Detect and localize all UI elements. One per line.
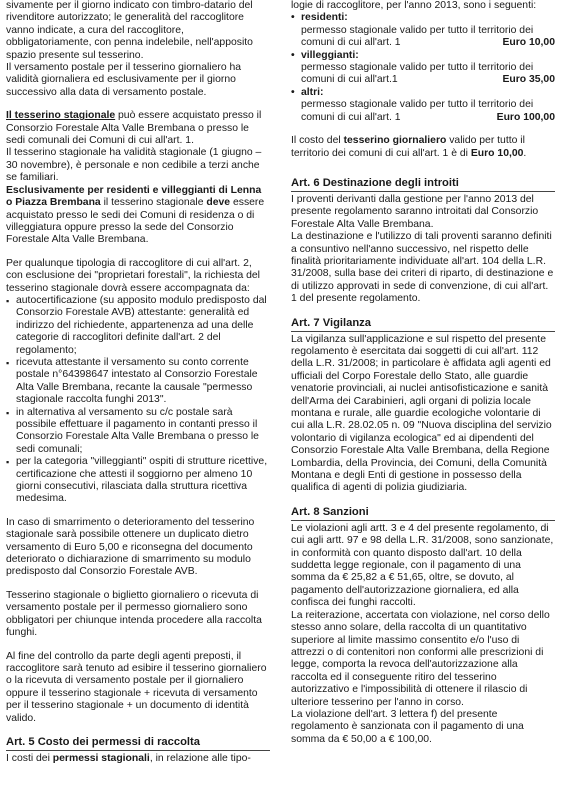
left-column xyxy=(6,0,270,765)
paragraph: La vigilanza sull'applicazione e sul rispetto del presente regolamento è esercitata dai soggetti di cui all'art. 112 della L.R. 31/2008; in particolare è affidata agli agenti ed ufficiali del Corpo Forestale dello Stato, alle guardie venatorie provinciali, ai nuclei antisofisticazione e sanità dell'Arma dei Carabinieri, agli organi di polizia locale montana e rurale, alle guardie ecologiche volontarie di cui alla L.R. 28.02.05 n. 09 "Nuova disciplina del servizio volontario di vigilanza ecologica" ed ai dipendenti del Consorzio Forestale Alta Valle Brembana, della Regione Lombardia, della Provincia, dei Comuni, della Comunità Montana e degli Enti di gestione in possesso della qualifica di agenti di polizia giudiziaria. xyxy=(291,333,552,494)
paragraph: logie di raccoglitore, per l'anno 2013, sono i seguenti: xyxy=(291,0,537,11)
list-item: ▪ per la categoria "villeggianti" ospiti di strutture ricettive, certificazione che attesti il soggiorno per almeno 10 giorni consecutivi, rilasciata dalla struttura ricettiva medesima. xyxy=(6,456,270,506)
section-heading: Art. 8 Sanzioni xyxy=(291,505,369,518)
fee-amount: Euro 35,00 xyxy=(502,74,555,86)
fee-item xyxy=(291,12,555,49)
paragraph: sivamente per il giorno indicato con timbro-datario del rivenditore autorizzato; le generalità del raccoglitore vanno indicate, a cura del raccoglitore, obbligatoriamente, con penna indelebile, nell'apposito spazio presente sul tesserino. xyxy=(6,0,253,61)
paragraph: Il tesserino stagionale può essere acquistato presso il Consorzio Forestale Alta Valle Brembana o presso le sedi comunali dei Comuni di cui all'art. 1. xyxy=(6,110,262,147)
heading-rule xyxy=(6,750,270,751)
paragraph: Per qualunque tipologia di raccoglitore di cui all'art. 2, con esclusione dei "proprietari forestali", la richiesta del tesserino stagionale dovrà essere accompagnata da: xyxy=(6,257,260,294)
underlined-term: Il tesserino stagionale xyxy=(6,110,116,122)
list-item: ▪ autocertificazione (su apposito modulo predisposto dal Consorzio Forestale AVB) attestante: generalità ed indirizzo del richiedente, appartenenza ad una delle categorie di raccoglitori definite dall'art. 2 del regolamento; xyxy=(6,295,270,357)
fee-amount: Euro 100,00 xyxy=(496,111,555,123)
fee-item xyxy=(291,50,555,87)
list-item: ▪ in alternativa al versamento su c/c postale sarà possibile effettuare il pagamento in contanti presso il Consorzio Forestale Alta Valle Brembana o presso le sedi comunali; xyxy=(6,407,270,457)
paragraph: In caso di smarrimento o deterioramento del tesserino stagionale sarà possibile ottenere un duplicato dietro versamento di Euro 5,00 e riconsegna del documento deteriorato o dichiarazione di smarrimento su modulo predisposto dal Consorzio Forestale AVB. xyxy=(6,516,255,578)
paragraph: Il costo del tesserino giornaliero valido per tutto il territorio dei comuni di cui all'art. 1 è di Euro 10,00. xyxy=(291,135,527,159)
requirements-list xyxy=(6,295,270,506)
paragraph: La reiterazione, accertata con violazione, nel corso dello stesso anno solare, della raccolta di un quantitativo superiore al limite massimo consentito e/o l'uso di attrezzi o di contenitori non conformi alle prescrizioni di legge, comporta la revoca dell'autorizzazione alla raccolta ed il conseguente ritiro del tesserino autorizzativo e l'impossibilità di ottenere il rilascio di ulteriore tesserino per l'anno in corso. xyxy=(291,609,550,708)
fee-amount: Euro 10,00 xyxy=(502,37,555,49)
fee-label: • residenti: xyxy=(291,12,555,24)
section-heading: Art. 6 Destinazione degli introiti xyxy=(291,176,459,189)
heading-rule xyxy=(291,520,555,521)
fee-label: • villeggianti: xyxy=(291,50,555,62)
paragraph: Al fine del controllo da parte degli agenti preposti, il raccoglitore sarà tenuto ad esibire il tesserino giornaliero o la ricevuta di versamento postale per il giornaliero oppure il tesserino stagionale + ricevuta di versamento per il tesserino stagionale + un documento di identità valido. xyxy=(6,650,267,724)
section-heading: Art. 5 Costo dei permessi di raccolta xyxy=(6,735,200,748)
list-item: ▪ ricevuta attestante il versamento su conto corrente postale n°64398647 intestato al Consorzio Forestale Alta Valle Brembana, recante la causale "permesso stagionale raccolta funghi 2013". xyxy=(6,357,270,407)
heading-rule xyxy=(291,191,555,192)
heading-rule xyxy=(291,331,555,332)
paragraph: I proventi derivanti dalla gestione per l'anno 2013 del presente regolamento saranno introitati dal Consorzio Forestale Alta Valle Brembana. xyxy=(291,193,539,230)
paragraph: Tesserino stagionale o biglietto giornaliero o ricevuta di versamento postale per il permesso giornaliero sono obbligatori per chiunque intenda procedere alla raccolta funghi. xyxy=(6,589,262,639)
fee-description: permesso stagionale valido per tutto il territorio dei comuni di cui all'art. 1 xyxy=(301,24,534,49)
fee-description: permesso stagionale valido per tutto il territorio dei comuni di cui all'art. 1 xyxy=(301,99,534,123)
paragraph: Esclusivamente per residenti e villeggianti di Lenna o Piazza Brembana il tesserino stagionale deve essere acquistato presso le sedi dei Comuni di residenza o di villeggiatura oppure presso la sede del Consorzio Forestale Alta Valle Brembana. xyxy=(6,184,265,246)
paragraph: La violazione dell'art. 3 lettera f) del presente regolamento è sanzionata con il pagamento di una somma da € 50,00 a € 100,00. xyxy=(291,708,524,745)
right-column xyxy=(291,0,555,746)
fee-description: permesso stagionale valido per tutto il territorio dei comuni di cui all'art.1 xyxy=(301,62,534,86)
paragraph: I costi dei permessi stagionali, in relazione alle tipo- xyxy=(6,752,251,764)
fee-item xyxy=(291,87,555,124)
paragraph: Le violazioni agli artt. 3 e 4 del presente regolamento, di cui agli artt. 97 e 98 della L.R. 31/2008, sono sanzionate, in conformità con quanto disposto dall'art. 10 della suddetta legge regionale, con il pagamento di una somma da € 25,82 a € 51,65, oltre, se dovuto, al pagamento dell'autorizzazione giornaliera, ed alla confisca dei funghi raccolti. xyxy=(291,522,554,609)
paragraph: Il versamento postale per il tesserino giornaliero ha validità giornaliera ed esclusivamente per il giorno successivo alla data di versamento postale. xyxy=(6,62,242,98)
fee-label: • altri: xyxy=(291,87,555,99)
section-heading: Art. 7 Vigilanza xyxy=(291,316,371,329)
paragraph: Il tesserino stagionale ha validità stagionale (1 giugno – 30 novembre), è personale e non cedibile a terzi anche se familiari. xyxy=(6,147,262,184)
paragraph: La destinazione e l'utilizzo di tali proventi saranno definiti a consuntivo nell'anno successivo, nel rispetto delle finalità prioritariamente individuate all'art. 104 della L.R. 31/2008, sulla base dei criteri di riparto, di destinazione e di utilizzo approvati in sede di convenzione, di cui all'art. 1 del presente regolamento. xyxy=(291,231,554,305)
